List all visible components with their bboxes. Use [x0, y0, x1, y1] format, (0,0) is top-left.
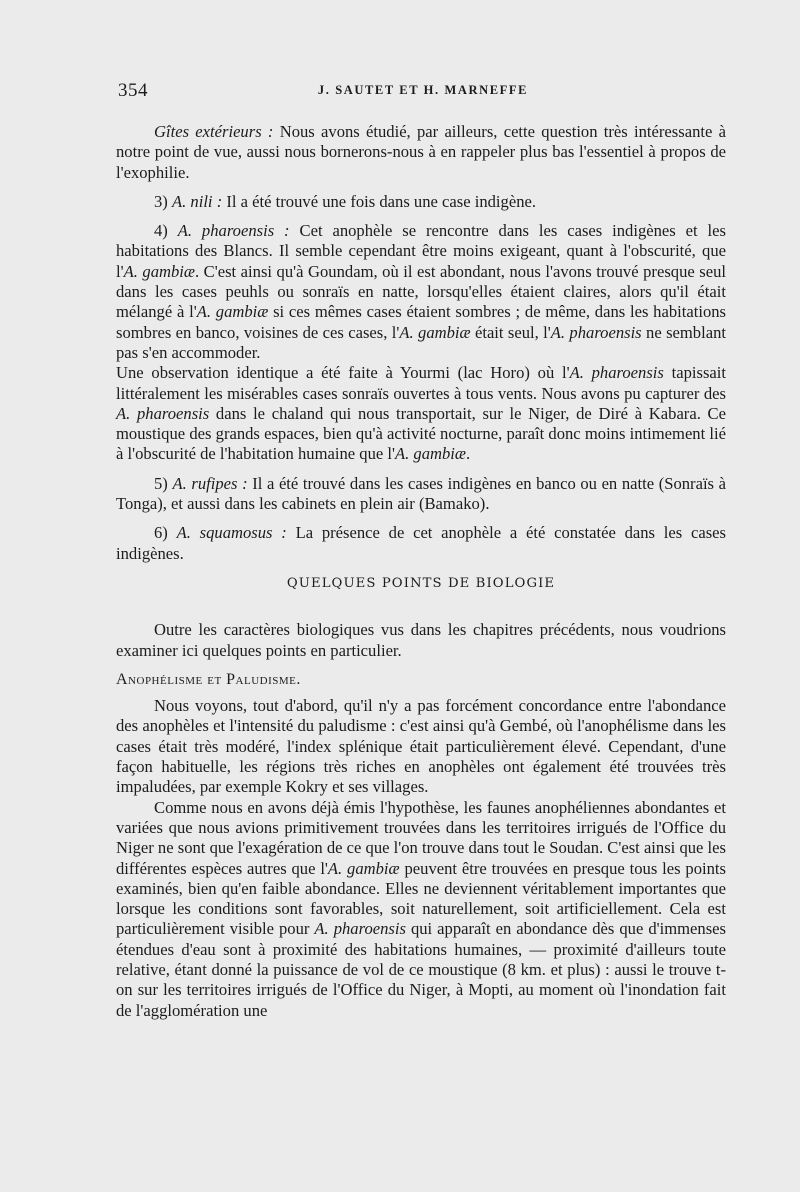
item-number: 6)	[154, 523, 177, 543]
paragraph-anophelisme: Nous voyons, tout d'abord, qu'il n'y a pas forcément concordance entre l'abondance des anophèles et l'intensité du paludisme : c'est ainsi qu'à Gembé, où l'anophélisme dans les cases était très modéré, l'index splénique était particulièrement élevé. Cependant, d'une façon habituelle, les régions très riches en anophèles ont également été trouvées très impaludées, par exemple Kokry et ses villages.	[116, 696, 726, 797]
species-name: A. pharoensis	[569, 363, 664, 383]
item-number: 3)	[154, 191, 172, 211]
paragraph-label: A. rufipes :	[172, 473, 248, 493]
paragraph-label: A. nili :	[171, 191, 223, 211]
paragraph-text: qui apparaît en abondance dès que d'immenses étendues d'eau sont à proximité des habitations humaines, — proximité d'ailleurs toute relative, étant donné la puissance de vol de ce moustique (8 km. et plus) : aussi le trouve t-on sur les territoires irrigués de l'Office du Niger, à Mopti, au moment où l'inondation fait de l'agglomération une	[116, 919, 726, 1020]
species-name: A. gambiæ	[196, 302, 269, 322]
species-name: A. gambiæ	[395, 444, 466, 464]
paragraph-a-nili	[116, 192, 726, 212]
paragraph-text: ne semblant pas s'en accommoder.	[116, 322, 726, 362]
paragraph-intro-biologie: Outre les caractères biologiques vus dans les chapitres précédents, nous voudrions examiner ici quelques points en particulier.	[116, 620, 726, 660]
paragraph-a-rufipes	[116, 474, 726, 515]
paragraph-faunes-anopheliennes	[116, 798, 726, 1021]
paragraph-text: Comme nous en avons déjà émis l'hypothèse, les faunes anophéliennes abondantes et variées que nous avions primitivement trouvées dans les territoires irrigués de l'Office du Niger ne sont que l'exagération de ce que l'on trouve dans tout le Soudan. C'est ainsi que les différentes espèces autres que l'	[116, 797, 726, 878]
species-name: A. pharoensis	[314, 919, 406, 939]
section-title: QUELQUES POINTS DE BIOLOGIE	[286, 575, 556, 591]
paragraph-text: Cet anophèle se rencontre dans les cases indigènes et les habitations des Blancs. Il semble cependant être moins exigeant, quant à l'obscurité, que l'	[116, 221, 726, 281]
paragraph-text: Il a été trouvé une fois dans une case indigène.	[222, 191, 537, 211]
paragraph-text: était seul, l'	[470, 322, 551, 342]
body-text	[116, 122, 726, 1021]
species-name: A. gambiæ	[399, 322, 471, 342]
paragraph-label: A. pharoensis :	[177, 221, 290, 241]
species-name: A. gambiæ	[123, 261, 195, 281]
page-number: 354	[118, 80, 148, 101]
running-head: J. SAUTET ET H. MARNEFFE	[317, 83, 529, 97]
species-name: A. pharoensis	[550, 322, 642, 342]
item-number: 4)	[154, 221, 178, 241]
paragraph-text: dans le chaland qui nous transportait, sur le Niger, de Diré à Kabara. Ce moustique des grands espaces, bien qu'à activité nocturne, paraît donc moins intimement lié à l'obscurité de l'habitation humaine que l'	[116, 403, 726, 464]
paragraph-label: A. squamosus :	[176, 523, 287, 543]
item-number: 5)	[154, 473, 173, 493]
paragraph-yourmi-observation	[116, 363, 726, 464]
paragraph-a-squamosus	[116, 523, 726, 564]
page-header	[118, 80, 728, 104]
paragraph-text: tapissait littéralement les misérables cases sonraïs ouvertes à tous vents. Nous avons pu capturer des	[116, 363, 726, 403]
species-name: A. pharoensis	[116, 403, 210, 423]
paragraph-text: Nous avons étudié, par ailleurs, cette question très intéressante à notre point de vue, aussi nous bornerons-nous à en rappeler plus bas l'essentiel à propos de l'exophilie.	[116, 122, 726, 182]
paragraph-text: si ces mêmes cases étaient sombres ; de même, dans les habitations sombres en banco, voisines de ces cases, l'	[116, 302, 726, 342]
paragraph-label: Gîtes extérieurs :	[154, 122, 274, 141]
species-name: A. gambiæ	[327, 858, 400, 878]
subsection-heading: Anophélisme et Paludisme.	[116, 670, 301, 688]
paragraph-text: peuvent être trouvées en presque tous les points examinés, bien qu'en faible abondance. Elles ne deviennent véritablement importantes que lorsque les conditions sont favorables, soit naturellement, soit artificiellement. Cela est particulièrement visible pour	[116, 858, 726, 939]
paragraph-text: . C'est ainsi qu'à Goundam, où il est abondant, nous l'avons trouvé presque seul dans les cases peuhls ou sonraïs en natte, lorsqu'elles étaient claires, alors qu'il était mélangé à l'	[116, 261, 726, 322]
paragraph-a-pharoensis	[116, 221, 726, 363]
paragraph-text: La présence de cet anophèle a été constatée dans les cases indigènes.	[116, 523, 726, 563]
paragraph-text: .	[466, 444, 471, 464]
paragraph-text: Il a été trouvé dans les cases indigènes en banco ou en natte (Sonraïs à Tonga), et aussi dans les cabinets en plein air (Bamako).	[116, 473, 726, 514]
paragraph-text: Une observation identique a été faite à Yourmi (lac Horo) où l'	[116, 363, 570, 383]
paragraph-gites-exterieurs	[116, 122, 726, 183]
